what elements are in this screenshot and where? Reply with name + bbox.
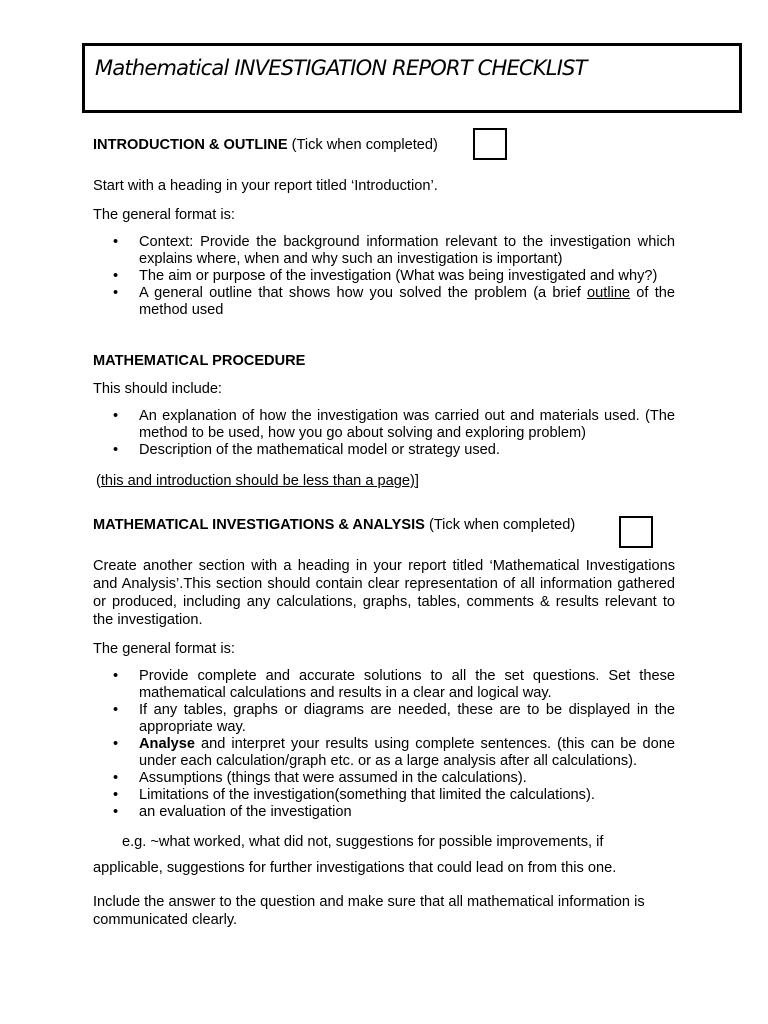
intro-tick-checkbox[interactable] xyxy=(473,128,507,160)
analysis-closing: Include the answer to the question and make sure that all mathematical information is communicated clearly. xyxy=(93,894,645,928)
analysis-eg-line: e.g. ~what worked, what did not, suggestions for possible improvements, if xyxy=(122,834,604,850)
list-item: • an evaluation of the investigation xyxy=(93,804,675,821)
intro-tick-note: (Tick when completed) xyxy=(291,137,438,153)
outline-underlined: outline xyxy=(587,285,631,301)
list-item: • If any tables, graphs or diagrams are needed, these are to be displayed in the appropriate way. xyxy=(93,702,675,736)
analysis-bullet-list xyxy=(93,668,675,821)
list-item: • Description of the mathematical model or strategy used. xyxy=(93,442,675,459)
analysis-description: Create another section with a heading in your report titled ‘Mathematical Investigations and Analysis’.This section should contain clear representation of all information gathered or produced, including any calculations, graphs, tables, comments & results relevant to the investigation. xyxy=(93,558,675,628)
list-item: • Assumptions (things that were assumed in the calculations). xyxy=(93,770,675,787)
page-title: Mathematical INVESTIGATION REPORT CHECKLIST xyxy=(95,56,587,80)
note-open-paren: ( xyxy=(96,473,101,489)
list-item: • Limitations of the investigation(something that limited the calculations). xyxy=(93,787,675,804)
title-box xyxy=(82,43,742,113)
note-underlined: this and introduction should be less than a page) xyxy=(100,473,415,489)
note-close-bracket: ] xyxy=(414,473,419,489)
analysis-tick-checkbox[interactable] xyxy=(619,516,653,548)
procedure-length-note xyxy=(96,472,419,490)
list-item: • Context: Provide the background information relevant to the investigation which explains where, when and why such an investigation is important) xyxy=(93,234,675,268)
procedure-intro: This should include: xyxy=(93,381,222,397)
intro-heading-line xyxy=(93,136,438,154)
list-item xyxy=(93,736,675,770)
intro-bullet-list xyxy=(93,234,675,319)
procedure-bullet-list xyxy=(93,408,675,459)
analysis-eg-continued: applicable, suggestions for further investigations that could lead on from this one. xyxy=(93,860,617,876)
intro-heading: INTRODUCTION & OUTLINE xyxy=(93,137,288,153)
analysis-format-label: The general format is: xyxy=(93,641,235,657)
list-item xyxy=(93,285,675,319)
intro-format-label: The general format is: xyxy=(93,207,235,223)
list-item: • The aim or purpose of the investigation (What was being investigated and why?) xyxy=(93,268,675,285)
intro-instruction: Start with a heading in your report titled ‘Introduction’. xyxy=(93,178,438,194)
analysis-tick-note: (Tick when completed) xyxy=(428,517,576,533)
list-item: • An explanation of how the investigation was carried out and materials used. (The method to be used, how you go about solving and exploring problem) xyxy=(93,408,675,442)
analysis-heading: MATHEMATICAL INVESTIGATIONS & ANALYSIS xyxy=(93,517,425,533)
analysis-heading-line xyxy=(93,516,575,534)
list-item: • Provide complete and accurate solutions to all the set questions. Set these mathematical calculations and results in a clear and logical way. xyxy=(93,668,675,702)
analyse-bold: Analyse xyxy=(139,736,195,752)
outline-text-before: A general outline that shows how you solved the problem (a brief xyxy=(139,285,588,301)
procedure-heading: MATHEMATICAL PROCEDURE xyxy=(93,353,306,369)
analyse-rest: and interpret your results using complete sentences. (this can be done under each calculation/graph etc. or as a large analysis after all calculations). xyxy=(139,736,675,769)
outline-text-after: of the method used xyxy=(139,285,675,318)
